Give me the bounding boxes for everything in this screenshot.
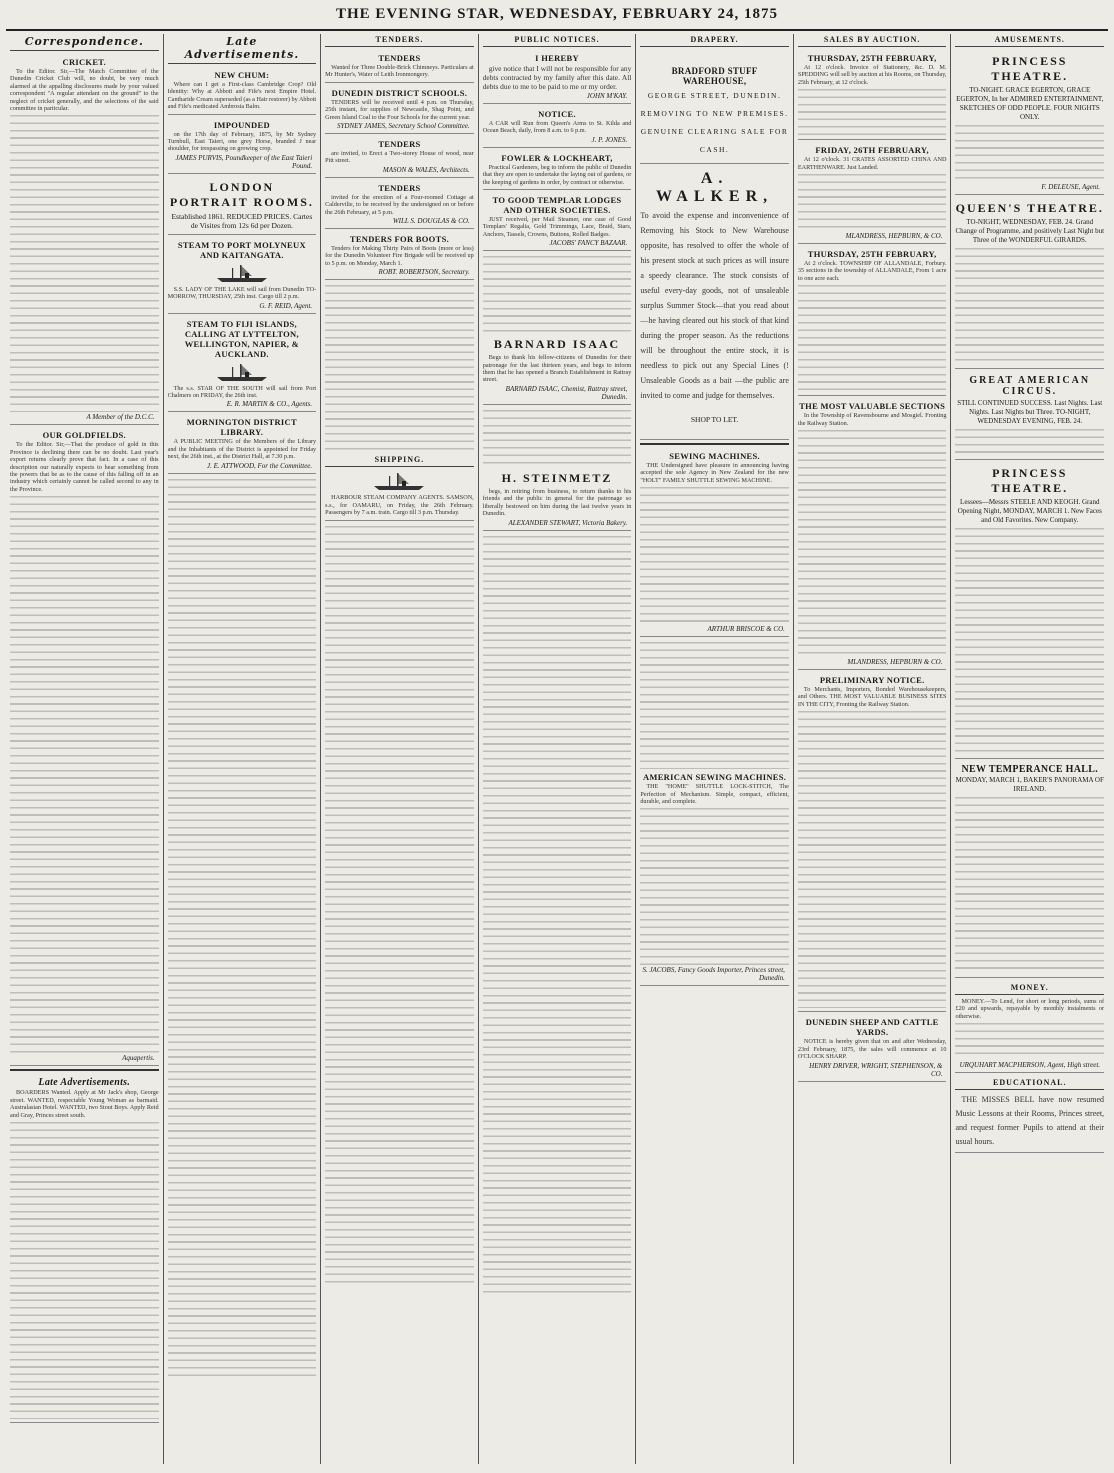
ship-icon [212, 262, 272, 284]
ad-signature: BARNARD ISAAC, Chemist, Rattray street, Dunedin. [505, 384, 628, 401]
ad-body: THE Undersigned have pleasure in announcing having accepted the sole Agency in New Zealand for the new "HOLT" FAMILY SHUTTLE SEWING MACHINE. [640, 462, 789, 484]
ad-body: TO-NIGHT, WEDNESDAY, FEB. 24. Grand Change of Programme, and positively Last Night but Three of the WONDERFUL GIRARDS. [955, 218, 1105, 244]
text-block [955, 525, 1104, 755]
ship-illustration [369, 470, 429, 492]
column-late-ads [164, 34, 322, 1464]
column-correspondence [6, 34, 164, 1464]
ad-body: STILL CONTINUED SUCCESS. Last Nights. Last Nights. Last Nights but Three. TO-NIGHT, WEDNESDAY EVENING, FEB. 24. [957, 399, 1103, 425]
text-block [10, 493, 159, 1053]
ad-body: S.S. LADY OF THE LAKE will sail from Dunedin TO-MORROW, THURSDAY, 25th inst. Cargo till 2 p.m. [167, 285, 317, 301]
text-block [798, 708, 947, 1008]
ad-body: HARBOUR STEAM COMPANY AGENTS. SAMSON, s.s., for OAMARU, on Friday, the 26th February. Passengers by 7 a.m. train. Cargo till 3 p.m. Thursday. [325, 494, 474, 517]
advertisement [483, 50, 632, 104]
columns [6, 34, 1108, 1464]
advertisement [955, 980, 1104, 1073]
ad-body: Begs to thank his fellow-citizens of Dunedin for their patronage for the last thirteen years, and begs to inform them that he has opened a Branch Establishment in Rattray street. [482, 354, 632, 384]
masthead: THE EVENING STAR, WEDNESDAY, FEBRUARY 24, 1875 [6, 6, 1108, 31]
text-block [798, 427, 947, 657]
ad-signature: G. F. REID, Agent. [259, 301, 313, 310]
ad-body: Practical Gardeners, beg to inform the public of Dunedin that they are open to undertake the laying out of gardens, or the keeping of gardens in order, by contract or otherwise. [482, 163, 632, 186]
ad-title: PRINCESS THEATRE. [991, 54, 1069, 83]
text-block [798, 282, 947, 392]
ad-title: FRIDAY, 26TH FEBRUARY, [815, 145, 929, 156]
ad-body: begs, in retiring from business, to return thanks to his friends and the public in general for the patronage so liberally bestowed on him during the last twelve years in Dunedin. [482, 487, 632, 518]
text-block [640, 639, 789, 769]
ad-body: Where can I get a First-class Cambridge Crop? Old Identity: Why at Abbott and Fife's next Empire Hotel. Cantharide Cream superseded (as a Hair restorer) by Abbott and Fife's medicated Ambrosia Balm. [167, 81, 317, 111]
advertisement [325, 452, 474, 520]
ad-title: IMPOUNDED [213, 119, 270, 130]
advertisement [325, 180, 474, 229]
column-heading: AMUSEMENTS. [955, 34, 1104, 47]
ad-signature: JACOBS' FANCY BAZAAR. [549, 239, 628, 248]
ad-signature: E. R. MARTIN & CO., Agents. [226, 400, 313, 409]
ship-illustration [212, 361, 272, 383]
ad-title: STEAM TO PORT MOLYNEUX AND KAITANGATA. [177, 239, 306, 260]
article [10, 427, 159, 1066]
ad-title: PRELIMINARY NOTICE. [819, 675, 925, 686]
column-heading: Late Advertisements. [168, 34, 317, 64]
ad-signature: SHOP TO LET. [690, 415, 739, 424]
ad-signature: SYDNEY JAMES, Secretary School Committee. [337, 122, 470, 131]
ad-title: NEW TEMPERANCE HALL. [961, 764, 1098, 775]
advertisement [640, 769, 789, 986]
ad-body: A CAR will Run from Queen's Arms to St. Kilda and Ocean Beach, daily, from 8 a.m. to 6 p.m. [482, 120, 632, 135]
ad-signature: URQUHART MACPHERSON, Agent, High street. [959, 1061, 1101, 1070]
advertisement [955, 761, 1104, 978]
column-heading: DRAPERY. [640, 34, 789, 47]
advertisement [168, 237, 317, 314]
article-signature: Aquapertis. [122, 1054, 155, 1063]
ad-title: FOWLER & LOCKHEART, [501, 152, 613, 163]
article-body: To the Editor. Sir,—That the produce of gold in this Province is declining there can be no doubt. Last year's export returns clearly prove that fact. In a case of this description our naturally expects to hear something from the powers that be as to the cause of this falling off in an industry which certainly cannot be called second to any in the Province. [10, 441, 159, 493]
divider [640, 443, 789, 445]
text-block [10, 1119, 159, 1419]
text-block [10, 112, 159, 412]
section-title: MONEY. [955, 982, 1104, 995]
text-block [325, 282, 474, 452]
advertisement [325, 231, 474, 280]
ad-body: THE "HOME" SHUTTLE LOCK-STITCH, The Perfection of Mechanism. Simple, compact, efficient, durable, and complete. [640, 783, 789, 806]
advertisement [955, 197, 1104, 369]
advertisement [483, 467, 632, 531]
text-block [640, 484, 789, 624]
advertisement [640, 50, 789, 164]
ad-signature: MLANDRESS, HEPBURN, & CO. [845, 232, 943, 241]
advertisement [798, 50, 947, 140]
ad-body: Lessees—Messrs STEELE AND KEOGH. Grand Opening Night, MONDAY, MARCH 1. New Faces and Old Favorites. New Company. [957, 498, 1102, 524]
ad-title: A. WALKER, [656, 170, 774, 205]
column-tenders [321, 34, 479, 1464]
ad-title: DUNEDIN SHEEP AND CATTLE YARDS. [805, 1017, 939, 1038]
advertisement [798, 398, 947, 670]
ad-signature: S. JACOBS, Fancy Goods Importer, Princes street, Dunedin. [642, 966, 785, 983]
ad-title: TENDERS [378, 53, 421, 63]
text-block [955, 245, 1104, 365]
ad-title: STEAM TO FIJI ISLANDS, CALLING AT LYTTELTON, WELLINGTON, NAPIER, & AUCKLAND. [184, 318, 300, 359]
ad-signature: MASON & WALES, Architects. [382, 165, 470, 174]
divider [10, 1069, 159, 1071]
ad-signature: F. DELEUSE, Agent. [1041, 183, 1101, 191]
advertisement [325, 85, 474, 134]
text-block [483, 407, 632, 467]
ad-body: To Merchants, Importers, Bonded Warehousekeepers, and Others. THE MOST VALUABLE BUSINESS SITES IN THE CITY, Fronting the Railway Station. [797, 686, 947, 708]
advertisement [168, 316, 317, 413]
text-block [955, 426, 1104, 456]
ad-body: MONEY.—To Lend, for short or long periods, sums of £20 and upwards, repayable by monthly instalments or otherwise. [955, 998, 1105, 1020]
ad-title: BARNARD ISAAC [493, 337, 621, 352]
ad-title: AMERICAN SEWING MACHINES. [642, 772, 787, 783]
ad-body: Wanted for Three Double-Brick Chimneys. Particulars at Mr Hunter's, Water of Leith Ironmongery. [325, 64, 474, 79]
ad-body: TO-NIGHT. GRACE EGERTON, GRACE EGERTON, In her ADMIRED ENTERTAINMENT, SKETCHES OF ODD PEOPLE. FOUR NIGHTS ONLY. [956, 86, 1104, 121]
column-heading: SALES BY AUCTION. [798, 34, 947, 47]
ad-body: At 12 o'clock. 31 CRATES ASSORTED CHINA AND EARTHENWARE. Just Landed. [797, 156, 947, 171]
classified-text [168, 476, 317, 1376]
advertisement [798, 142, 947, 244]
text-block [798, 171, 947, 231]
ad-signature: J. P. JONES. [591, 135, 628, 144]
advertisement [955, 50, 1104, 195]
advertisement [483, 192, 632, 251]
ad-body: MONDAY, MARCH 1, BAKER'S PANORAMA OF IRELAND. [955, 776, 1104, 793]
ad-body: Tenders for Making Thirty Pairs of Boots (more or less) for the Dunedin Volunteer Fire Brigade will be received up to 5 p.m. on Monday, March 1. [325, 245, 474, 267]
ad-body: THE MISSES BELL have now resumed Music Lessons at their Rooms, Princes street, and request former Pupils to attend at their usual hours. [955, 1095, 1105, 1147]
ad-body: GEORGE STREET, DUNEDIN. REMOVING TO NEW PREMISES. GENUINE CLEARING SALE FOR CASH. [640, 91, 789, 154]
ad-title: TENDERS FOR BOOTS. [349, 234, 450, 245]
ad-body: To avoid the expense and inconvenience of Removing his Stock to New Warehouse opposite, has resolved to offer the whole of his present stock at such prices as will insure a speedy clearance. The stock consists of useful every-day goods, not of unsaleable surplus Summer Stock—that you read about—he having cleared out his stock of that kind during the proper season. As the reductions will be throughout the entire stock, it is needless to pick out any Special Lines (! Unsaleable Goods as a bait —the public are invited to come and judge for themselves. [640, 211, 789, 400]
ad-title: PRINCESS THEATRE. [991, 466, 1069, 495]
advertisement [798, 672, 947, 1012]
section-title: EDUCATIONAL. [955, 1077, 1104, 1090]
article-title: OUR GOLDFIELDS. [42, 430, 126, 441]
ship-illustration [212, 262, 272, 284]
advertisement [325, 50, 474, 83]
advertisement [798, 246, 947, 396]
section-title: SHIPPING. [325, 454, 474, 467]
column-heading: TENDERS. [325, 34, 474, 47]
advertisement [483, 333, 632, 405]
ad-title: H. STEINMETZ [501, 470, 613, 485]
ad-body: The s.s. STAR OF THE SOUTH will sail from Port Chalmers on FRIDAY, the 26th inst. [167, 384, 317, 400]
column-heading: Correspondence. [10, 34, 159, 51]
ad-body: invited for the erection of a Four-roomed Cottage at Caldervilie, to be received by the undersigned on or before the 26th February, at 5 p.m. [325, 193, 474, 216]
advertisement [798, 1014, 947, 1081]
ad-title: I HEREBY [535, 53, 579, 63]
column-drapery [636, 34, 794, 1464]
text-block [483, 253, 632, 333]
ad-body: are invited, to Erect a Two-storey House of wood, near Pitt street. [325, 150, 474, 165]
advertisement [10, 1074, 159, 1423]
ship-icon [212, 361, 272, 383]
ad-title: DUNEDIN DISTRICT SCHOOLS. [331, 87, 468, 98]
article-body: To the Editor. Sir,—The Match Committee of the Dunedin Cricket Club will, no doubt, be very much alarmed at the appalling disclosures made by your valued correspondent "A regular attendant on the ground" to the neglect of cricket generally, and the selections of the said committee in particular. [10, 68, 159, 113]
column-amusements [951, 34, 1108, 1464]
ad-title: GREAT AMERICAN CIRCUS. [969, 375, 1091, 397]
article-title: CRICKET. [62, 57, 107, 67]
column-public-notices [479, 34, 637, 1464]
advertisement [483, 150, 632, 190]
ad-body: TENDERS will be received until 4 p.m. on Thursday, 25th instant, for supplies of Newcastle, Shag Point, and Green Island Coal to the Four Schools for the current year. [325, 98, 474, 121]
ad-signature: MLANDRESS, HEPBURN & CO. [847, 658, 943, 667]
article [10, 54, 159, 425]
ad-body: JUST received, per Mail Steamer, one case of Good Templars' Regalia, Gold Trimmings, Lace, Braid, Stars, Anchors, Tassels, Crowns, Buttons, Rolled Badges. [482, 216, 632, 238]
ad-signature: JOHN M'KAY. [586, 92, 628, 100]
advertisement [483, 106, 632, 148]
ad-body: NOTICE is hereby given that on and after Wednesday, 23rd February, 1875, the sales will commence at 10 O'CLOCK SHARP. [797, 1038, 947, 1061]
advertisement [955, 371, 1104, 460]
advertisement [168, 176, 317, 235]
text-block [955, 1020, 1104, 1060]
ad-signature: J. E. ATTWOOD, For the Committee. [206, 461, 313, 470]
advertisement [168, 414, 317, 473]
ad-body: At 2 o'clock. TOWNSHIP OF ALLANDALE, Forbury. 35 sections in the township of ALLANDALE, From 1 acre to one acre each. [797, 260, 947, 282]
column-heading: PUBLIC NOTICES. [483, 34, 632, 47]
text-block [955, 122, 1104, 182]
ad-body: BOARDERS Wanted. Apply at Mr Jack's shop, George street. WANTED, respectable Young Woman as barmaid. Australasian Hotel. WANTED, two Stout Boys. Apply Reid and Gray, Princes street south. [10, 1089, 159, 1119]
ad-signature: ARTHUR BRISCOE & CO. [707, 625, 785, 634]
ad-title: NOTICE. [538, 109, 576, 119]
ad-body: on the 17th day of February, 1875, by Mr Sydney Turnbull, East Taieri, one grey Horse, branded J near shoulder, for trespassing on growing crop. [167, 130, 317, 153]
advertisement [640, 448, 789, 637]
classified-text [325, 523, 474, 1283]
section-title: Late Advertisements. [38, 1077, 131, 1089]
ad-signature: ALEXANDER STEWART, Victoria Bakery. [508, 518, 628, 527]
ad-title: TENDERS [378, 139, 421, 150]
advertisement [325, 136, 474, 178]
advertisement [640, 166, 789, 440]
ad-body: In the Township of Ravensbourne and Mosgiel. Fronting the Railway Station. [797, 412, 947, 427]
ad-title: MORNINGTON DISTRICT LIBRARY. [186, 417, 297, 438]
advertisement [955, 1075, 1104, 1153]
advertisement [168, 117, 317, 174]
ad-body: Established 1861. REDUCED PRICES. Cartes de Visites from 12s 6d per Dozen. [171, 211, 313, 230]
ad-title: BRADFORD STUFF WAREHOUSE, [671, 66, 758, 86]
text-block [798, 86, 947, 136]
article-signature: A Member of the D.C.C. [86, 413, 155, 422]
advertisement [168, 67, 317, 115]
ad-body: At 12 o'clock. Invoice of Stationery, &c. D. M. SPEDDING will sell by auction at his Rooms, on Thursday, 25th February, at 12 o'clock. [797, 64, 947, 86]
ship-icon [369, 470, 429, 492]
ad-title: THURSDAY, 25TH FEBRUARY, [807, 53, 937, 63]
ad-title: THE MOST VALUABLE SECTIONS [799, 401, 946, 412]
text-block [640, 805, 789, 965]
ad-title: THURSDAY, 25TH FEBRUARY, [807, 249, 937, 260]
ad-title: TO GOOD TEMPLAR LODGES AND OTHER SOCIETIES. [492, 195, 622, 216]
ad-signature: ROBT. ROBERTSON, Secretary. [378, 268, 470, 277]
text-block [955, 794, 1104, 974]
ad-body: A PUBLIC MEETING of the Members of the Library and the Inhabitants of the District is appointed for Friday next, the 26th inst., at the District Hall, at 7.30 p.m. [167, 438, 317, 461]
ad-body: give notice that I will not be responsible for any debts contracted by my family after this date. All debts due to me to be paid to me or my order. [482, 64, 632, 91]
ad-title: NEW CHUM: [214, 70, 270, 80]
classified-text [483, 533, 632, 1293]
ad-title: SEWING MACHINES. [669, 451, 760, 461]
ad-title: LONDON PORTRAIT ROOMS. [169, 179, 314, 209]
ad-signature: WILL S. DOUGLAS & CO. [392, 217, 470, 226]
ad-title: QUEEN'S THEATRE. [955, 201, 1104, 215]
ad-title: TENDERS [378, 182, 421, 193]
advertisement [955, 462, 1104, 759]
ad-signature: HENRY DRIVER, WRIGHT, STEPHENSON, & CO. [809, 1061, 943, 1078]
ad-signature: JAMES PURVIS, Poundkeeper of the East Taieri Pound. [175, 153, 313, 170]
column-auctions [794, 34, 952, 1464]
